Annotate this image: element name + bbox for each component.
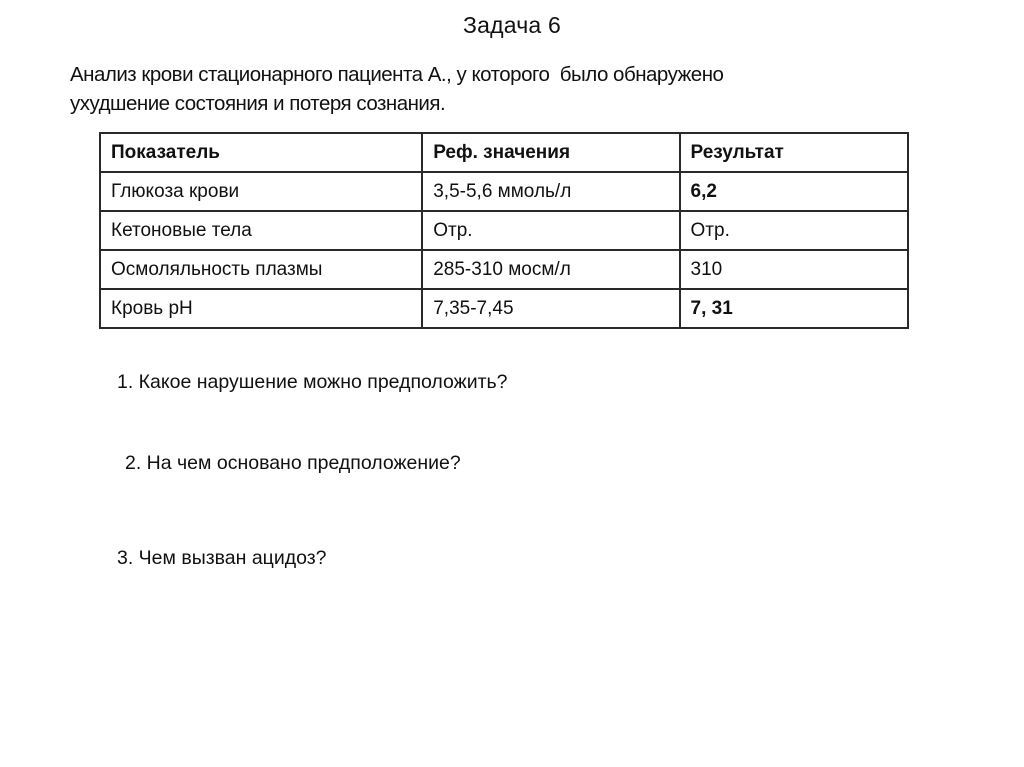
reference-cell: 3,5-5,6 ммоль/л [422,172,679,211]
table-row [100,289,908,328]
question-2: 2. На чем основано предположение? [125,452,461,474]
indicator-cell: Осмоляльность плазмы [100,250,422,289]
task-description-line: Анализ крови стационарного пациента А., у которого было обнаружено [70,63,724,86]
reference-cell: Отр. [422,211,679,250]
slide-title: Задача 6 [463,12,561,38]
task-description [70,60,890,118]
indicator-cell: Кровь pH [100,289,422,328]
indicator-cell: Кетоновые тела [100,211,422,250]
task-description-line: ухудшение состояния и потеря сознания. [70,92,446,115]
header-indicator: Показатель [100,133,422,172]
result-cell: 310 [680,250,908,289]
result-cell: 7, 31 [680,289,908,328]
reference-cell: 285-310 мосм/л [422,250,679,289]
table-row [100,172,908,211]
table-row [100,250,908,289]
result-cell: 6,2 [680,172,908,211]
reference-cell: 7,35-7,45 [422,289,679,328]
header-result: Результат [680,133,908,172]
question-3: 3. Чем вызван ацидоз? [117,547,327,569]
header-reference: Реф. значения [422,133,679,172]
blood-test-table [99,132,909,329]
table-row [100,211,908,250]
question-1: 1. Какое нарушение можно предположить? [117,371,508,393]
indicator-cell: Глюкоза крови [100,172,422,211]
table-header-row [100,133,908,172]
result-cell: Отр. [680,211,908,250]
